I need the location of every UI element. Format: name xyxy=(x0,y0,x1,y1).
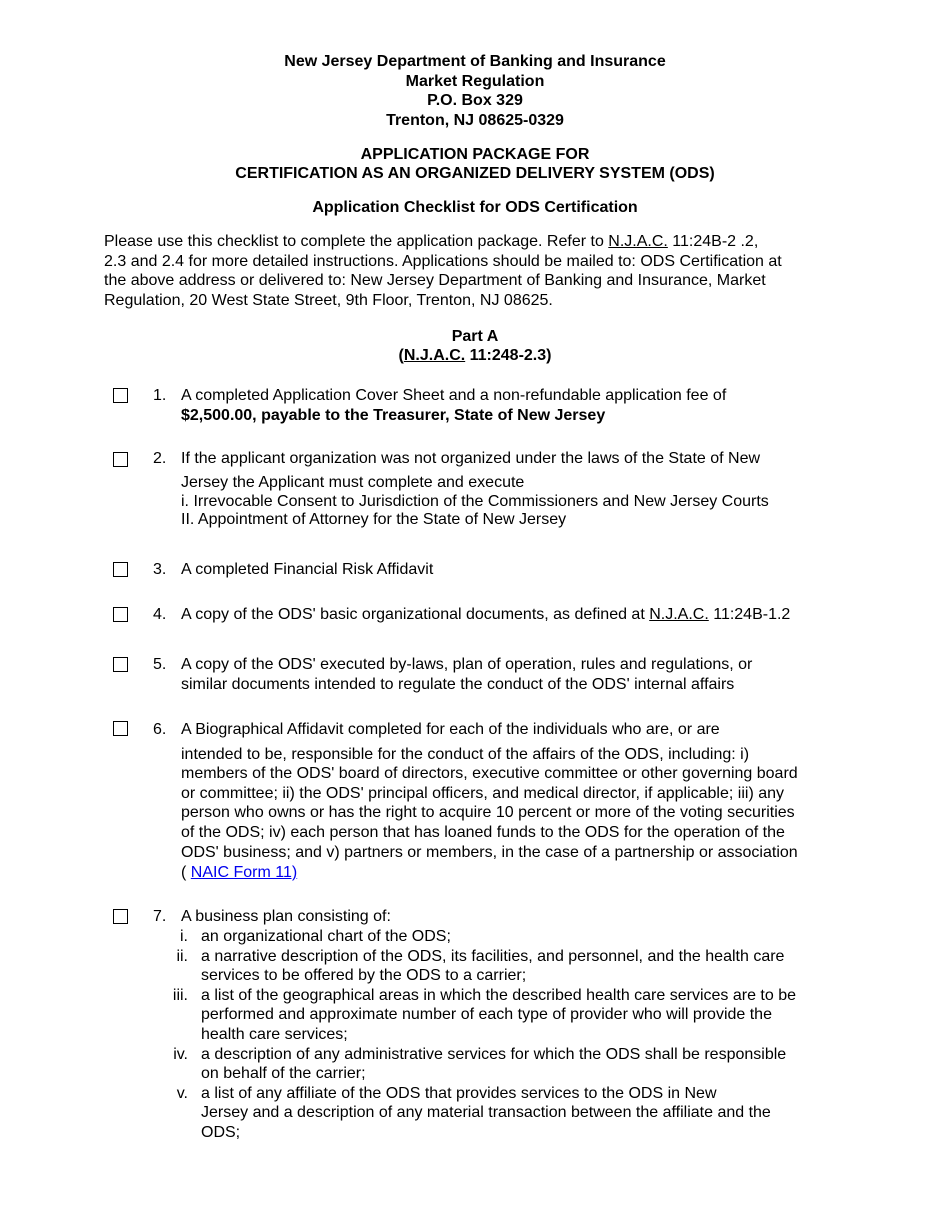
intro-line-1: Please use this checklist to complete the application package. Refer to N.J.A.C. 11:24B-2 .2, xyxy=(104,233,759,250)
item-6-text-3: members of the ODS' board of directors, executive committee or other governing board xyxy=(181,765,798,782)
title-line-1: APPLICATION PACKAGE FOR xyxy=(360,146,590,163)
item-2-sub-i: i. Irrevocable Consent to Jurisdiction of the Commissioners and New Jersey Courts xyxy=(181,493,769,510)
agency-name: New Jersey Department of Banking and Insurance xyxy=(284,53,666,70)
item-1-fee: $2,500.00, payable to the Treasurer, State of New Jersey xyxy=(181,407,606,424)
naic-form-11-link[interactable]: NAIC Form 11) xyxy=(190,864,298,881)
item-6-text-4: or committee; ii) the ODS' principal officers, and medical director, if applicable; iii) any xyxy=(181,785,785,802)
item-1-checkbox[interactable] xyxy=(113,388,128,403)
item-7-number: 7. xyxy=(153,908,167,925)
item-4-checkbox[interactable] xyxy=(113,607,128,622)
item-7-sub-text: health care services; xyxy=(201,1026,348,1043)
item-7-sub-number: iv. xyxy=(173,1046,188,1063)
item-6-text-7: ODS' business; and v) partners or members, in the case of a partnership or association xyxy=(181,844,798,861)
agency-city: Trenton, NJ 08625-0329 xyxy=(386,112,564,129)
intro-line-2: 2.3 and 2.4 for more detailed instructions. Applications should be mailed to: ODS Certification at xyxy=(104,253,782,270)
item-2-sub-ii: II. Appointment of Attorney for the State of New Jersey xyxy=(181,511,567,528)
intro-line-4: Regulation, 20 West State Street, 9th Floor, Trenton, NJ 08625. xyxy=(104,292,553,309)
item-6-checkbox[interactable] xyxy=(113,721,128,736)
agency-pobox: P.O. Box 329 xyxy=(427,92,523,109)
item-2-text: If the applicant organization was not organized under the laws of the State of New xyxy=(181,450,761,467)
item-7-sub-text: ODS; xyxy=(201,1124,241,1141)
item-7-sub-text: a narrative description of the ODS, its facilities, and personnel, and the health care xyxy=(201,948,785,965)
item-6-number: 6. xyxy=(153,721,167,738)
title-line-2: CERTIFICATION AS AN ORGANIZED DELIVERY SYSTEM (ODS) xyxy=(235,165,715,182)
item-4-number: 4. xyxy=(153,606,167,623)
item-5-text-2: similar documents intended to regulate the conduct of the ODS' internal affairs xyxy=(181,676,735,693)
item-6-text-5: person who owns or has the right to acquire 10 percent or more of the voting securities xyxy=(181,804,795,821)
item-7-sub-text: an organizational chart of the ODS; xyxy=(201,928,451,945)
item-1-number: 1. xyxy=(153,387,167,404)
item-7-text: A business plan consisting of: xyxy=(181,908,391,925)
item-5-checkbox[interactable] xyxy=(113,657,128,672)
item-6-text-8: ( NAIC Form 11) xyxy=(181,864,298,881)
item-7-sub-text: a list of the geographical areas in which the described health care services are to be xyxy=(201,987,797,1004)
item-7-sub-text: a list of any affiliate of the ODS that provides services to the ODS in New xyxy=(201,1085,717,1102)
item-7-sub-text: on behalf of the carrier; xyxy=(201,1065,366,1082)
item-5-text: A copy of the ODS' executed by-laws, plan of operation, rules and regulations, or xyxy=(181,656,753,673)
item-7-checkbox[interactable] xyxy=(113,909,128,924)
item-4-text: A copy of the ODS' basic organizational documents, as defined at N.J.A.C. 11:24B-1.2 xyxy=(181,606,791,623)
item-5-number: 5. xyxy=(153,656,167,673)
item-2-number: 2. xyxy=(153,450,167,467)
item-2-text-2: Jersey the Applicant must complete and execute xyxy=(181,474,525,491)
item-6-text-6: of the ODS; iv) each person that has loaned funds to the ODS for the operation of the xyxy=(181,824,785,841)
intro-line-3: the above address or delivered to: New Jersey Department of Banking and Insurance, Market xyxy=(104,272,766,289)
part-reference: (N.J.A.C. 11:248-2.3) xyxy=(398,347,552,364)
item-6-text: A Biographical Affidavit completed for each of the individuals who are, or are xyxy=(181,721,720,738)
item-1-text: A completed Application Cover Sheet and a non-refundable application fee of xyxy=(181,387,727,404)
item-7-sub-text: performed and approximate number of each type of provider who will provide the xyxy=(201,1006,772,1023)
njac-ref: N.J.A.C. xyxy=(608,233,668,250)
item-6-text-2: intended to be, responsible for the conduct of the affairs of the ODS, including: i) xyxy=(181,746,750,763)
item-7-sub-text: Jersey and a description of any material transaction between the affiliate and the xyxy=(201,1104,771,1121)
item-7-sub-text: a description of any administrative services for which the ODS shall be responsible xyxy=(201,1046,787,1063)
item-3-checkbox[interactable] xyxy=(113,562,128,577)
item-7-sub-number: iii. xyxy=(172,987,188,1004)
item-2-checkbox[interactable] xyxy=(113,452,128,467)
item-3-text: A completed Financial Risk Affidavit xyxy=(181,561,434,578)
item-7-sub-number: v. xyxy=(176,1085,188,1102)
checklist-title: Application Checklist for ODS Certification xyxy=(312,199,638,216)
item-7-sub-number: ii. xyxy=(176,948,188,965)
item-7-sub-number: i. xyxy=(180,928,188,945)
part-title: Part A xyxy=(451,328,499,345)
item-7-sub-text: services to be offered by the ODS to a carrier; xyxy=(201,967,527,984)
agency-division: Market Regulation xyxy=(405,72,545,90)
item-3-number: 3. xyxy=(153,561,167,578)
